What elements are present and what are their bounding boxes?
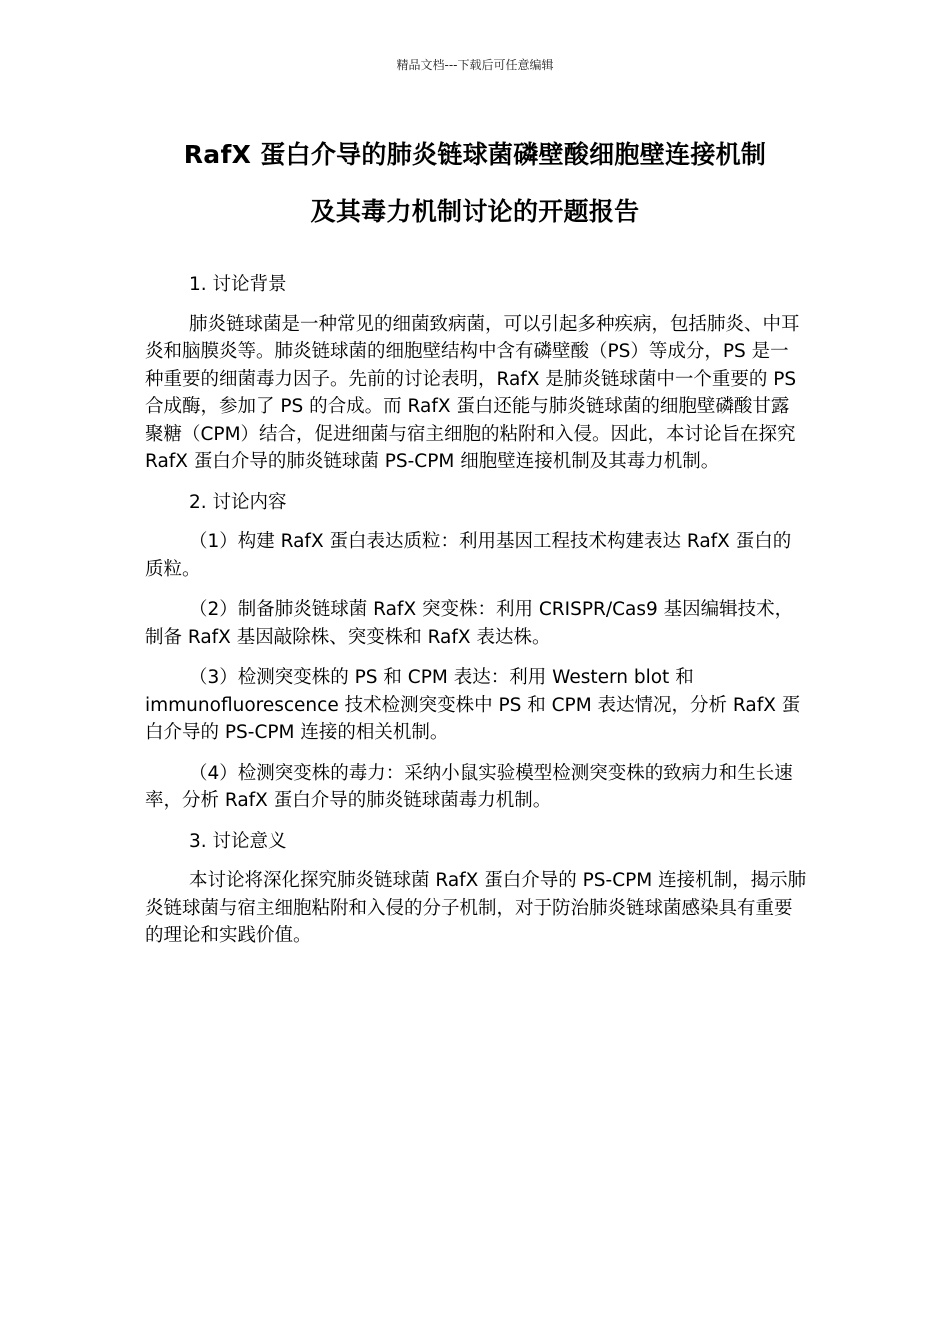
section-heading-content: 2. 讨论内容 (189, 491, 287, 513)
header-note: 精品文档---下载后可任意编辑 (396, 58, 554, 72)
content-item-4: （4）检测突变株的毒力：采纳小鼠实验模型检测突变株的致病力和生长速率，分析 RafX 蛋白介导的肺炎链球菌毒力机制。 (145, 762, 793, 811)
content-item-3: （3）检测突变株的 PS 和 CPM 表达：利用 Western blot 和 immunofluorescence 技术检测突变株中 PS 和 CPM 表达情况，分析 RafX 蛋白介导的 PS-CPM 连接的相关机制。 (145, 667, 801, 743)
background-paragraph: 肺炎链球菌是一种常见的细菌致病菌，可以引起多种疾病，包括肺炎、中耳炎和脑膜炎等。肺炎链球菌的细胞壁结构中含有磷壁酸（PS）等成分，PS 是一种重要的细菌毒力因子。先前的讨论表明，RafX 是肺炎链球菌中一个重要的 PS 合成酶，参加了 PS 的合成。而 RafX 蛋白还能与肺炎链球菌的细胞壁磷酸甘露聚糖（CPM）结合，促进细菌与宿主细胞的粘附和入侵。因此，本讨论旨在探究 RafX 蛋白介导的肺炎链球菌 PS-CPM 细胞壁连接机制及其毒力机制。 (145, 313, 800, 472)
document-body (145, 271, 807, 950)
section-heading-significance: 3. 讨论意义 (189, 830, 287, 852)
content-item-2: （2）制备肺炎链球菌 RafX 突变株：利用 CRISPR/Cas9 基因编辑技术，制备 RafX 基因敲除株、突变株和 RafX 表达株。 (145, 599, 794, 648)
document-title-line-1: RafX 蛋白介导的肺炎链球菌磷壁酸细胞壁连接机制 (183, 140, 767, 169)
significance-paragraph: 本讨论将深化探究肺炎链球菌 RafX 蛋白介导的 PS-CPM 连接机制，揭示肺炎链球菌与宿主细胞粘附和入侵的分子机制，对于防治肺炎链球菌感染具有重要的理论和实践价值。 (145, 870, 807, 946)
content-item-1: （1）构建 RafX 蛋白表达质粒：利用基因工程技术构建表达 RafX 蛋白的质粒。 (145, 531, 792, 580)
document-title-line-2: 及其毒力机制讨论的开题报告 (310, 197, 640, 226)
section-heading-background: 1. 讨论背景 (189, 274, 287, 295)
